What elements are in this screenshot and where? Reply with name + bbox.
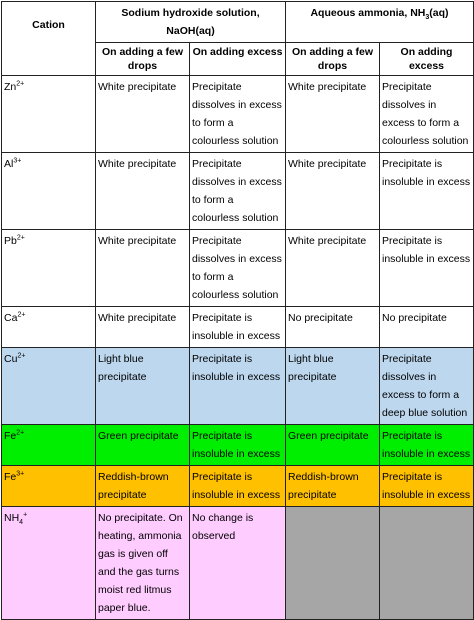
cation-cell: $Fe^{3+}$ — [2, 466, 96, 507]
table-row-fe2 — [2, 425, 474, 466]
nh3-few-cell-empty — [286, 507, 380, 620]
cation-header: Cation — [2, 2, 96, 76]
naoh-excess-cell: No change is observed — [190, 507, 286, 620]
nh3-few-cell: Light blue precipitate — [286, 348, 380, 425]
naoh-header: Sodium hydroxide solution, NaOH(aq) — [96, 2, 286, 43]
nh3-header: Aqueous ammonia, $NH_3(aq)$ — [286, 2, 474, 43]
cation-cell: $Pb^{2+}$ — [2, 230, 96, 307]
nh3-few-cell: White precipitate — [286, 230, 380, 307]
naoh-excess-cell: Precipitate is insoluble in excess — [190, 348, 286, 425]
cation-cell: $NH_4^+$ — [2, 507, 96, 620]
naoh-few-cell: White precipitate — [96, 230, 190, 307]
table-row-nh4 — [2, 507, 474, 620]
nh3-few-cell: White precipitate — [286, 153, 380, 230]
nh3-excess-cell-empty — [380, 507, 474, 620]
nh3-few-cell: No precipitate — [286, 307, 380, 348]
naoh-few-cell: Green precipitate — [96, 425, 190, 466]
nh3-excess-cell: Precipitate dissolves in excess to form a deep blue solution — [380, 348, 474, 425]
naoh-excess-cell: Precipitate dissolves in excess to form a colourless solution — [190, 230, 286, 307]
naoh-few-cell: No precipitate. On heating, ammonia gas is given off and the gas turns moist red litmus paper blue. — [96, 507, 190, 620]
nh3-excess-cell: Precipitate is insoluble in excess — [380, 425, 474, 466]
naoh-excess-cell: Precipitate dissolves in excess to form a colourless solution — [190, 153, 286, 230]
naoh-few-cell: Light blue precipitate — [96, 348, 190, 425]
table-row-pb — [2, 230, 474, 307]
nh3-excess-cell: Precipitate is insoluble in excess — [380, 153, 474, 230]
cation-cell: $Cu^{2+}$ — [2, 348, 96, 425]
naoh-excess-cell: Precipitate is insoluble in excess — [190, 466, 286, 507]
cation-cell: $Fe^{2+}$ — [2, 425, 96, 466]
table-row-fe3 — [2, 466, 474, 507]
table-row-cu — [2, 348, 474, 425]
naoh-excess-cell: Precipitate is insoluble in excess — [190, 307, 286, 348]
nh3-few-cell: Reddish-brown precipitate — [286, 466, 380, 507]
nh3-excess-cell: Precipitate dissolves in excess to form a colourless solution — [380, 76, 474, 153]
nh3-few-cell: White precipitate — [286, 76, 380, 153]
naoh-excess-header: On adding excess — [190, 43, 286, 76]
nh3-few-cell: Green precipitate — [286, 425, 380, 466]
cation-cell: $Ca^{2+}$ — [2, 307, 96, 348]
nh3-few-drops-header: On adding a few drops — [286, 43, 380, 76]
nh3-excess-cell: No precipitate — [380, 307, 474, 348]
naoh-few-cell: White precipitate — [96, 153, 190, 230]
table-row-zn — [2, 76, 474, 153]
naoh-excess-cell: Precipitate is insoluble in excess — [190, 425, 286, 466]
nh3-excess-cell: Precipitate is insoluble in excess — [380, 230, 474, 307]
cation-test-table — [1, 1, 474, 620]
naoh-few-cell: White precipitate — [96, 76, 190, 153]
nh3-excess-header: On adding excess — [380, 43, 474, 76]
cation-cell: $Al^{3+}$ — [2, 153, 96, 230]
naoh-few-cell: Reddish-brown precipitate — [96, 466, 190, 507]
table-row-ca — [2, 307, 474, 348]
cation-cell: $Zn^{2+}$ — [2, 76, 96, 153]
naoh-few-drops-header: On adding a few drops — [96, 43, 190, 76]
naoh-few-cell: White precipitate — [96, 307, 190, 348]
naoh-excess-cell: Precipitate dissolves in excess to form a colourless solution — [190, 76, 286, 153]
nh3-excess-cell: Precipitate is insoluble in excess — [380, 466, 474, 507]
table-row-al — [2, 153, 474, 230]
